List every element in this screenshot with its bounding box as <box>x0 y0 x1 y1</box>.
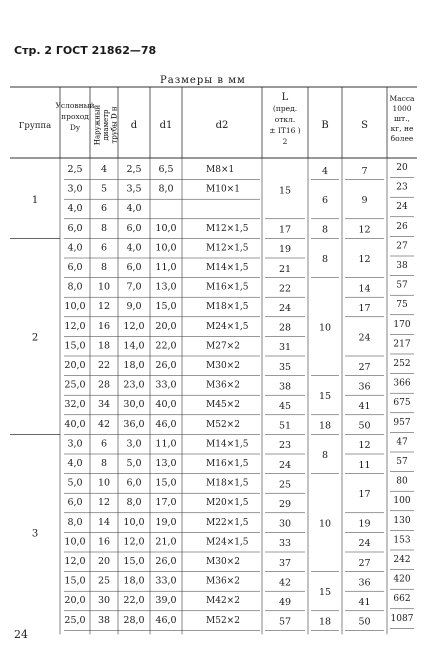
cell-d1: 33,0 <box>155 575 177 587</box>
cell-dn: 25 <box>97 575 111 587</box>
cell-mass: 675 <box>393 398 411 409</box>
cell-dn: 6 <box>100 438 108 450</box>
header-L: (пред. <box>272 104 298 113</box>
cell-dn: 30 <box>97 595 111 607</box>
cell-L: 19 <box>278 244 292 256</box>
cell-mass: 242 <box>393 555 411 565</box>
cell-d: 18,0 <box>123 575 145 587</box>
cell-d2: M16×1,5 <box>206 459 249 469</box>
cell-d1: 20,0 <box>155 320 177 332</box>
header-mass: Масса <box>389 94 415 103</box>
cell-S: 17 <box>358 303 371 314</box>
cell-d: 2,5 <box>126 164 142 175</box>
cell-d2: M14×1,5 <box>206 439 249 450</box>
cell-d: 6,0 <box>126 477 142 489</box>
cell-L: 15 <box>278 185 292 197</box>
cell-mass: 366 <box>393 378 411 389</box>
cell-dy: 8,0 <box>67 281 83 293</box>
cell-S: 27 <box>358 361 371 373</box>
cell-dy: 6,0 <box>67 222 83 234</box>
cell-mass: 170 <box>393 319 411 330</box>
cell-d: 4,0 <box>126 203 142 215</box>
cell-mass: 26 <box>396 221 408 232</box>
cell-dn: 12 <box>97 301 111 313</box>
header-d2: d2 <box>215 120 229 131</box>
cell-d1: 15,0 <box>155 477 177 489</box>
units-caption: Размеры в мм <box>160 75 246 86</box>
cell-mass: 38 <box>396 261 408 271</box>
cell-d2: M12×1,5 <box>206 243 249 254</box>
cell-d: 9,0 <box>126 301 142 313</box>
cell-d2: M27×2 <box>206 341 240 352</box>
cell-S: 11 <box>358 459 371 471</box>
cell-S: 50 <box>358 616 371 628</box>
cell-mass: 662 <box>393 594 411 605</box>
cell-L: 42 <box>278 577 292 589</box>
header-B: B <box>321 120 329 131</box>
cell-d1: 40,0 <box>155 399 177 411</box>
header-L: 2 <box>282 137 288 146</box>
cell-B: 6 <box>321 195 329 207</box>
cell-dy: 40,0 <box>64 418 86 430</box>
cell-d1: 46,0 <box>155 614 177 626</box>
cell-dy: 25,0 <box>64 614 86 626</box>
cell-dy: 12,0 <box>64 556 86 567</box>
cell-L: 35 <box>278 361 292 373</box>
cell-d1: 13,0 <box>155 458 177 469</box>
header-group: Группа <box>18 121 52 131</box>
header-dy: Условный <box>55 101 95 110</box>
cell-S: 17 <box>358 489 371 501</box>
cell-d2: M52×2 <box>206 615 240 626</box>
cell-dy: 5,0 <box>67 477 83 489</box>
cell-mass: 27 <box>396 241 408 252</box>
cell-mass: 420 <box>393 574 411 585</box>
cell-d1: 19,0 <box>155 516 177 528</box>
cell-d1: 6,5 <box>158 164 174 175</box>
cell-S: 7 <box>361 165 368 177</box>
cell-S: 9 <box>361 195 368 207</box>
cell-d: 18,0 <box>123 360 145 371</box>
cell-dy: 10,0 <box>64 536 86 548</box>
cell-mass: 153 <box>393 535 411 546</box>
cell-mass: 100 <box>393 496 411 507</box>
cell-d2: M36×2 <box>206 576 240 587</box>
cell-L: 37 <box>278 557 292 569</box>
page-header: Стр. 2 ГОСТ 21862—78 <box>14 44 157 57</box>
cell-B: 10 <box>318 518 332 530</box>
cell-S: 41 <box>358 401 371 412</box>
cell-d: 36,0 <box>123 418 145 430</box>
cell-S: 41 <box>358 597 371 608</box>
cell-B: 4 <box>321 165 329 177</box>
cell-L: 25 <box>278 479 292 491</box>
cell-S: 36 <box>358 381 371 393</box>
cell-dn: 28 <box>97 379 111 391</box>
cell-dy: 20,0 <box>64 360 86 371</box>
cell-S: 27 <box>358 557 371 569</box>
cell-d1: 11,0 <box>155 438 177 450</box>
cell-d2: M20×1,5 <box>206 498 249 509</box>
cell-B: 18 <box>318 616 332 628</box>
header-L: откл. <box>274 115 296 124</box>
cell-d1: 46,0 <box>155 418 177 430</box>
cell-dy: 10,0 <box>64 301 86 313</box>
cell-d1: 17,0 <box>155 497 177 509</box>
cell-d2: M42×2 <box>206 596 240 607</box>
cell-d1: 11,0 <box>155 262 177 273</box>
cell-d2: M18×1,5 <box>206 478 249 489</box>
header-mass: 1000 <box>392 104 412 113</box>
header-L: L <box>281 92 289 103</box>
cell-L: 31 <box>278 342 292 354</box>
cell-dy: 15,0 <box>64 340 86 352</box>
cell-d2: M14×1,5 <box>206 263 249 273</box>
cell-dy: 8,0 <box>67 516 83 528</box>
header-outer-line: трубы D н <box>110 106 119 144</box>
cell-d: 3,5 <box>126 183 142 195</box>
cell-L: 49 <box>278 597 292 608</box>
cell-d2: M24×1,5 <box>206 321 249 332</box>
cell-dn: 10 <box>97 281 111 293</box>
cell-dn: 14 <box>97 516 111 528</box>
cell-dy: 12,0 <box>64 320 86 332</box>
cell-mass: 47 <box>396 437 408 448</box>
header-dy: Dy <box>69 123 81 132</box>
cell-B: 8 <box>321 254 329 265</box>
cell-dy: 4,0 <box>67 242 83 254</box>
header-mass: шт., <box>394 114 410 123</box>
cell-d: 6,0 <box>126 262 142 273</box>
cell-dy: 20,0 <box>64 595 86 607</box>
cell-dy: 3,0 <box>67 438 83 450</box>
cell-d: 10,0 <box>123 516 145 528</box>
cell-L: 24 <box>278 459 292 471</box>
cell-dn: 8 <box>100 222 108 234</box>
cell-dn: 8 <box>100 458 108 469</box>
cell-mass: 75 <box>396 300 408 311</box>
cell-B: 15 <box>318 587 332 599</box>
cell-dn: 42 <box>97 418 111 430</box>
cell-S: 12 <box>358 440 371 452</box>
cell-mass: 1087 <box>390 613 414 624</box>
group-label: 3 <box>31 528 39 540</box>
cell-dn: 20 <box>97 556 111 567</box>
cell-L: 30 <box>278 518 292 530</box>
cell-d: 7,0 <box>126 281 142 293</box>
cell-dy: 2,5 <box>67 164 83 175</box>
cell-L: 51 <box>278 420 292 432</box>
header-outer-line: Наружный <box>93 104 102 146</box>
cell-d2: M10×1 <box>206 184 240 195</box>
cell-d1: 8,0 <box>158 183 174 195</box>
cell-S: 12 <box>358 224 371 236</box>
cell-L: 38 <box>278 381 292 393</box>
header-dy: проход <box>61 112 89 121</box>
cell-L: 17 <box>278 224 292 236</box>
cell-dn: 6 <box>100 242 108 254</box>
cell-mass: 57 <box>396 280 408 291</box>
cell-S: 19 <box>358 518 371 530</box>
cell-dn: 5 <box>100 183 108 195</box>
cell-d2: M30×2 <box>206 361 240 371</box>
cell-d: 12,0 <box>123 536 145 548</box>
cell-d: 4,0 <box>126 242 142 254</box>
cell-d2: M30×2 <box>206 557 240 567</box>
cell-d: 3,0 <box>126 438 142 450</box>
cell-S: 12 <box>358 254 371 265</box>
cell-B: 18 <box>318 420 332 432</box>
header-mass: кг, не <box>390 124 414 133</box>
cell-d: 8,0 <box>126 497 142 509</box>
cell-L: 33 <box>278 538 292 550</box>
group-label: 2 <box>31 332 39 344</box>
cell-B: 15 <box>318 391 332 403</box>
header-S: S <box>361 120 368 131</box>
cell-d: 14,0 <box>123 340 145 352</box>
cell-d: 22,0 <box>123 595 145 607</box>
cell-dy: 3,0 <box>67 183 83 195</box>
cell-d1: 26,0 <box>155 360 177 371</box>
cell-S: 24 <box>358 332 371 344</box>
cell-mass: 80 <box>396 476 408 487</box>
cell-mass: 23 <box>396 182 408 193</box>
cell-dn: 12 <box>97 497 111 509</box>
cell-mass: 130 <box>393 515 411 526</box>
cell-d2: M22×1,5 <box>206 517 249 528</box>
cell-mass: 57 <box>396 457 408 467</box>
cell-dn: 8 <box>100 262 108 273</box>
cell-dn: 16 <box>97 320 111 332</box>
header-outer-line: диаметр <box>102 109 110 141</box>
cell-dn: 16 <box>97 536 111 548</box>
cell-d: 15,0 <box>123 556 145 567</box>
header-L: ± IT16 ) <box>269 126 301 135</box>
cell-dy: 6,0 <box>67 497 83 509</box>
cell-d1: 21,0 <box>155 536 177 548</box>
cell-mass: 20 <box>396 163 408 173</box>
page-number: 24 <box>14 628 28 641</box>
cell-dy: 15,0 <box>64 575 86 587</box>
cell-dn: 22 <box>97 360 111 371</box>
cell-dy: 4,0 <box>67 458 83 469</box>
cell-S: 24 <box>358 538 371 550</box>
cell-d1: 10,0 <box>155 222 177 234</box>
cell-d1: 15,0 <box>155 301 177 313</box>
cell-d2: M8×1 <box>206 165 235 175</box>
cell-d: 5,0 <box>126 458 142 469</box>
cell-dn: 4 <box>100 164 108 175</box>
cell-mass: 217 <box>393 339 411 350</box>
cell-L: 57 <box>278 616 292 628</box>
cell-d1: 22,0 <box>155 340 177 352</box>
cell-L: 29 <box>278 499 292 510</box>
cell-mass: 252 <box>393 359 411 369</box>
cell-d1: 26,0 <box>155 556 177 567</box>
cell-dn: 38 <box>97 614 111 626</box>
cell-d1: 33,0 <box>155 379 177 391</box>
cell-B: 8 <box>321 450 329 461</box>
cell-dy: 25,0 <box>64 379 86 391</box>
cell-S: 36 <box>358 577 371 589</box>
cell-S: 50 <box>358 420 371 432</box>
cell-mass: 957 <box>393 417 411 428</box>
cell-d2: M24×1,5 <box>206 537 249 548</box>
cell-mass: 24 <box>396 202 408 213</box>
cell-d2: M52×2 <box>206 419 240 430</box>
header-outer-diameter <box>94 105 119 146</box>
cell-d: 6,0 <box>126 222 142 234</box>
cell-B: 8 <box>321 224 329 236</box>
group-label: 1 <box>31 195 39 207</box>
cell-L: 24 <box>278 303 292 314</box>
cell-d2: M36×2 <box>206 380 240 391</box>
cell-d2: M45×2 <box>206 400 240 411</box>
cell-B: 10 <box>318 322 332 334</box>
cell-d: 30,0 <box>123 399 145 411</box>
header-d: d <box>130 120 138 131</box>
cell-L: 23 <box>278 440 292 452</box>
cell-dn: 34 <box>97 399 111 411</box>
cell-dn: 18 <box>97 340 111 352</box>
cell-d2: M12×1,5 <box>206 223 249 234</box>
cell-d: 12,0 <box>123 320 145 332</box>
cell-L: 45 <box>278 401 292 412</box>
cell-dn: 6 <box>100 203 108 215</box>
cell-d: 28,0 <box>123 614 145 626</box>
cell-d2: M16×1,5 <box>206 282 249 293</box>
cell-dy: 4,0 <box>67 203 83 215</box>
cell-dy: 6,0 <box>67 262 83 273</box>
cell-L: 21 <box>278 263 292 275</box>
cell-d2: M18×1,5 <box>206 302 249 313</box>
cell-d: 23,0 <box>123 379 145 391</box>
cell-dy: 32,0 <box>64 399 86 411</box>
cell-dn: 10 <box>97 477 111 489</box>
cell-L: 28 <box>278 322 292 334</box>
cell-d1: 13,0 <box>155 281 177 293</box>
header-d1: d1 <box>159 120 173 131</box>
cell-S: 14 <box>358 283 371 295</box>
cell-L: 22 <box>278 283 292 295</box>
cell-d1: 39,0 <box>155 595 177 607</box>
header-mass: более <box>390 134 414 143</box>
cell-d1: 10,0 <box>155 242 177 254</box>
